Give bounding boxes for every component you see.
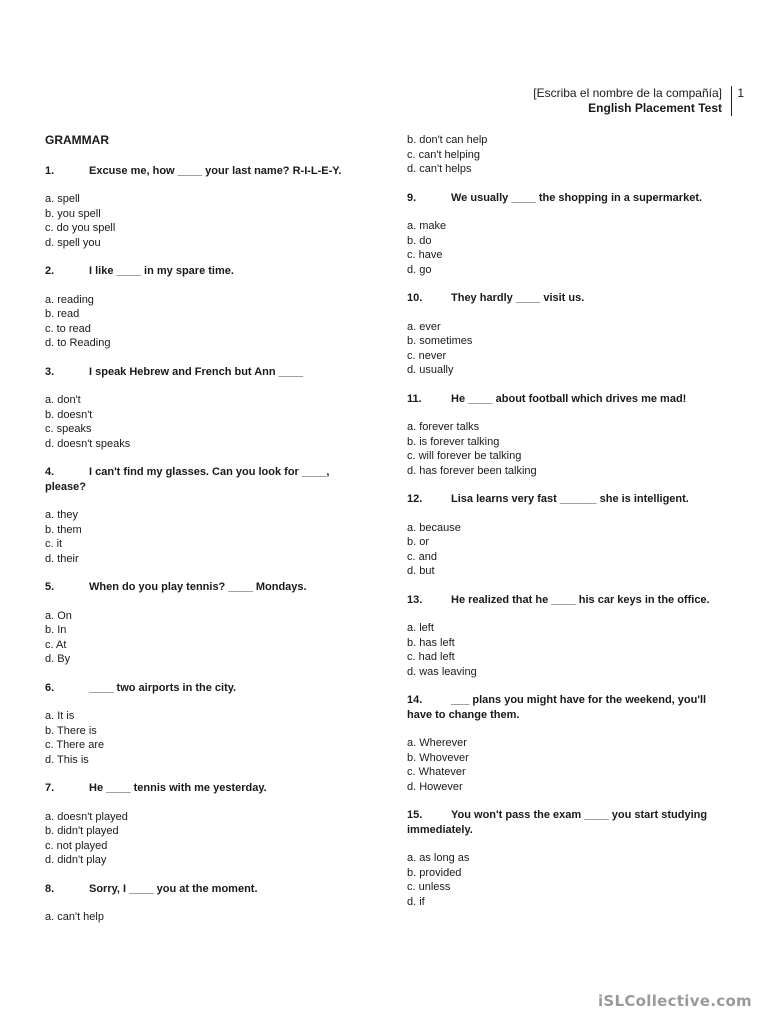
answer-option: c. At: [45, 638, 67, 651]
left-column: [45, 133, 355, 939]
answer-option: d. was leaving: [407, 665, 477, 678]
answer-option: d. usually: [407, 364, 454, 376]
question-text: [45, 781, 355, 796]
answer-option: c. never: [407, 349, 447, 362]
answer-option: b. In: [45, 624, 67, 636]
question-text: [45, 164, 355, 179]
question-prompt: You won't pass the exam ____ you start studying immediately.: [407, 809, 708, 836]
answer-option: d. However: [407, 780, 463, 793]
document-header: [533, 86, 732, 116]
answer-option: a. as long as: [407, 852, 470, 864]
answer-option: b. them: [45, 523, 82, 536]
left-question-list: [45, 164, 355, 925]
question-number: 1.: [45, 164, 55, 177]
question-item: [45, 882, 355, 925]
question-number: 11.: [407, 392, 422, 405]
answer-option: d. their: [45, 552, 79, 565]
answer-option: a. don't: [45, 394, 81, 406]
question-item: [45, 781, 355, 868]
question-text: [45, 580, 355, 595]
question-text: [45, 882, 355, 897]
answer-option: a. because: [407, 521, 461, 534]
question-number: 2.: [45, 265, 55, 277]
answer-option: c. to read: [45, 322, 91, 335]
answer-option: a. Wherever: [407, 737, 467, 749]
answer-option: b. has left: [407, 636, 455, 649]
answer-option: a. can't help: [45, 911, 104, 923]
answer-option: b. is forever talking: [407, 435, 500, 448]
answer-option: d. doesn't speaks: [45, 437, 131, 450]
question-number: 3.: [45, 365, 55, 378]
section-title: GRAMMAR: [45, 133, 109, 147]
answer-option: b. doesn't: [45, 408, 93, 421]
answer-option: d. spell you: [45, 236, 101, 249]
question-number: 8.: [45, 882, 55, 895]
question-item: [45, 465, 355, 566]
answer-option: d. can't helps: [407, 163, 472, 175]
question-text: [407, 492, 727, 507]
question-prompt: When do you play tennis? ____ Mondays.: [89, 581, 307, 593]
answer-option: c. can't helping: [407, 148, 481, 161]
answer-option: d. to Reading: [45, 337, 111, 349]
answer-option: d. if: [407, 895, 425, 908]
answer-option: a. reading: [45, 293, 94, 306]
right-column: [407, 133, 727, 923]
answer-option: a. make: [407, 220, 447, 232]
question-prompt: I can't find my glasses. Can you look for ____, please?: [45, 466, 330, 493]
question-prompt: Excuse me, how ____ your last name? R-I-L-E-Y.: [89, 164, 342, 177]
question-number: 6.: [45, 681, 55, 694]
answer-option: d. This is: [45, 753, 89, 766]
question-item: [45, 681, 355, 768]
answer-option: b. Whovever: [407, 751, 469, 764]
answer-option: b. read: [45, 308, 80, 320]
answer-option: b. provided: [407, 866, 462, 879]
question-number: 4.: [45, 466, 55, 478]
question-text: [407, 291, 727, 306]
question-item: [407, 191, 727, 278]
answer-option: a. ever: [407, 320, 441, 333]
question-number: 9.: [407, 191, 417, 204]
answer-option: c. unless: [407, 881, 451, 893]
answer-option: a. forever talks: [407, 421, 480, 433]
answer-option: b. There is: [45, 724, 97, 737]
answer-option: a. they: [45, 509, 79, 521]
answer-option: d. has forever been talking: [407, 464, 537, 477]
question-text: [45, 264, 355, 279]
answer-option: b. do: [407, 234, 432, 247]
answer-option: d. but: [407, 565, 435, 577]
question-prompt: We usually ____ the shopping in a supermarket.: [451, 191, 703, 204]
question-item: [45, 365, 355, 452]
answer-option: c. and: [407, 550, 437, 563]
question-text: [407, 191, 727, 206]
question-item: [45, 264, 355, 351]
answer-option: b. don't can help: [407, 134, 488, 146]
question-item: [45, 164, 355, 251]
question-item: [45, 580, 355, 667]
question-8-continuation: [407, 133, 727, 177]
company-name: [Escriba el nombre de la compañía]: [533, 86, 722, 100]
watermark: iSLCollective.com: [597, 991, 752, 1010]
question-item: [407, 593, 727, 680]
answer-option: b. didn't played: [45, 825, 119, 837]
question-text: [407, 593, 727, 608]
question-text: [407, 808, 727, 837]
answer-option: a. On: [45, 609, 72, 622]
answer-option: d. By: [45, 653, 71, 665]
question-item: [407, 392, 727, 479]
answer-option: c. do you spell: [45, 222, 116, 234]
answer-option: c. it: [45, 538, 63, 550]
answer-option: c. speaks: [45, 423, 92, 435]
question-text: [45, 681, 355, 696]
question-prompt: Sorry, I ____ you at the moment.: [89, 882, 258, 895]
question-item: [407, 291, 727, 378]
answer-option: b. you spell: [45, 207, 101, 220]
answer-option: c. had left: [407, 651, 455, 663]
answer-option: a. left: [407, 622, 434, 634]
answer-option: c. Whatever: [407, 766, 466, 778]
question-prompt: He ____ tennis with me yesterday.: [89, 782, 267, 794]
answer-option: c. There are: [45, 739, 105, 751]
question-text: [45, 365, 355, 380]
question-prompt: They hardly ____ visit us.: [451, 292, 585, 304]
answer-option: c. have: [407, 249, 443, 261]
question-text: [407, 392, 727, 407]
answer-option: c. not played: [45, 839, 108, 852]
answer-option: d. didn't play: [45, 854, 107, 866]
test-title: English Placement Test: [588, 101, 722, 115]
question-number: 12.: [407, 493, 423, 505]
question-text: [45, 465, 355, 494]
question-number: 10.: [407, 292, 423, 304]
question-number: 14.: [407, 694, 423, 706]
answer-option: a. doesn't played: [45, 810, 128, 823]
answer-option: b. or: [407, 536, 430, 548]
answer-option: b. sometimes: [407, 335, 473, 347]
answer-option: c. will forever be talking: [407, 450, 522, 462]
answer-option: a. It is: [45, 710, 75, 722]
question-prompt: ___ plans you might have for the weekend, you'll have to change them.: [407, 694, 707, 721]
question-number: 13.: [407, 593, 423, 606]
right-question-list: [407, 191, 727, 910]
answer-option: d. go: [407, 263, 432, 276]
question-item: [407, 492, 727, 579]
question-prompt: He realized that he ____ his car keys in the office.: [451, 593, 710, 606]
question-prompt: ____ two airports in the city.: [89, 681, 237, 694]
question-item: [407, 693, 727, 794]
question-number: 15.: [407, 809, 423, 821]
question-number: 5.: [45, 581, 55, 593]
question-number: 7.: [45, 782, 55, 794]
question-prompt: Lisa learns very fast ______ she is intelligent.: [451, 493, 689, 505]
question-item: [407, 808, 727, 909]
question-text: [407, 693, 727, 722]
question-prompt: I like ____ in my spare time.: [89, 265, 234, 277]
question-prompt: He ____ about football which drives me mad!: [451, 392, 687, 405]
question-prompt: I speak Hebrew and French but Ann ____: [89, 365, 304, 378]
page-number: 1: [737, 86, 744, 100]
answer-option: a. spell: [45, 193, 80, 205]
